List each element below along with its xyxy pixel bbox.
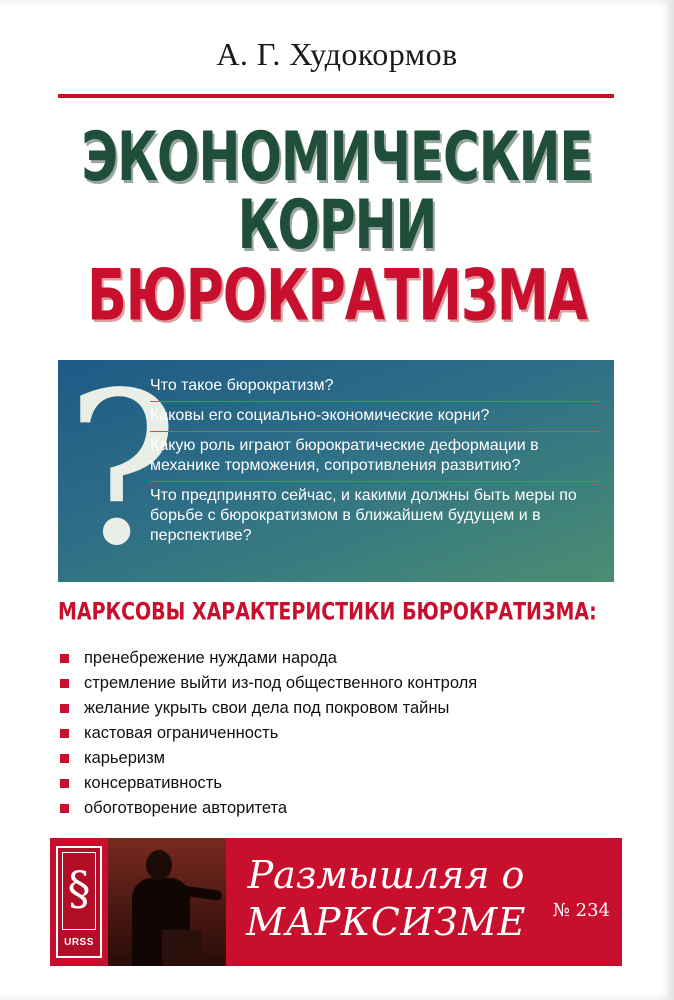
series-banner xyxy=(50,838,622,966)
question-mark-icon: ? xyxy=(66,347,179,592)
list-item-text: консервативность xyxy=(84,774,222,792)
square-bullet-icon xyxy=(60,654,69,663)
section-sign-icon: § xyxy=(67,861,91,915)
marx-characteristics-heading: МАРКСОВЫ ХАРАКТЕРИСТИКИ БЮРОКРАТИЗМА: xyxy=(58,598,597,626)
series-title xyxy=(236,852,536,946)
question-item: Что предпринято сейчас, и какими должны быть меры по борьбе с бюрократизмом в ближайшем будущем и в перспективе? xyxy=(150,487,577,544)
question-item: Какую роль играют бюрократические деформации в механике торможения, сопротивления развитию? xyxy=(150,432,600,482)
square-bullet-icon xyxy=(60,729,69,738)
square-bullet-icon xyxy=(60,704,69,713)
logo-frame xyxy=(62,852,96,930)
publisher-name: URSS xyxy=(64,937,94,948)
orator-portrait-image xyxy=(108,838,226,966)
square-bullet-icon xyxy=(60,779,69,788)
title-line-2: КОРНИ xyxy=(237,186,437,265)
figure-podium xyxy=(162,930,202,966)
publisher-logo xyxy=(56,846,102,958)
question-item: Каковы его социально-экономические корни? xyxy=(150,402,600,432)
square-bullet-icon xyxy=(60,804,69,813)
list-item xyxy=(58,796,618,821)
list-item xyxy=(58,646,618,671)
list-item-text: стремление выйти из-под общественного контроля xyxy=(84,674,478,692)
title-divider xyxy=(58,94,614,98)
square-bullet-icon xyxy=(60,679,69,688)
list-item xyxy=(58,771,618,796)
author-name: А. Г. Худокормов xyxy=(216,36,458,72)
list-item-text: кастовая ограниченность xyxy=(84,724,279,742)
list-item-text: обоготворение авторитета xyxy=(84,799,288,817)
questions-box xyxy=(58,347,614,592)
question-item: Что такое бюрократизм? xyxy=(150,372,600,402)
title-line-1: ЭКОНОМИЧЕСКИЕ xyxy=(81,118,593,197)
questions-list xyxy=(150,372,600,551)
list-item xyxy=(58,671,618,696)
list-item xyxy=(58,721,618,746)
list-item-text: карьеризм xyxy=(84,749,166,767)
series-title-line-1: Размышляя о xyxy=(247,853,525,897)
list-item-text: пренебрежение нуждами народа xyxy=(84,649,337,667)
list-item-text: желание укрыть свои дела под покровом тайны xyxy=(84,699,450,717)
characteristics-list xyxy=(58,646,618,821)
title-line-3: БЮРОКРАТИЗМА xyxy=(87,256,587,337)
figure-head xyxy=(146,850,172,880)
series-number: № 234 xyxy=(552,900,610,921)
list-item xyxy=(58,696,618,721)
square-bullet-icon xyxy=(60,754,69,763)
series-title-line-2: МАРКСИЗМЕ xyxy=(246,900,526,944)
list-item xyxy=(58,746,618,771)
